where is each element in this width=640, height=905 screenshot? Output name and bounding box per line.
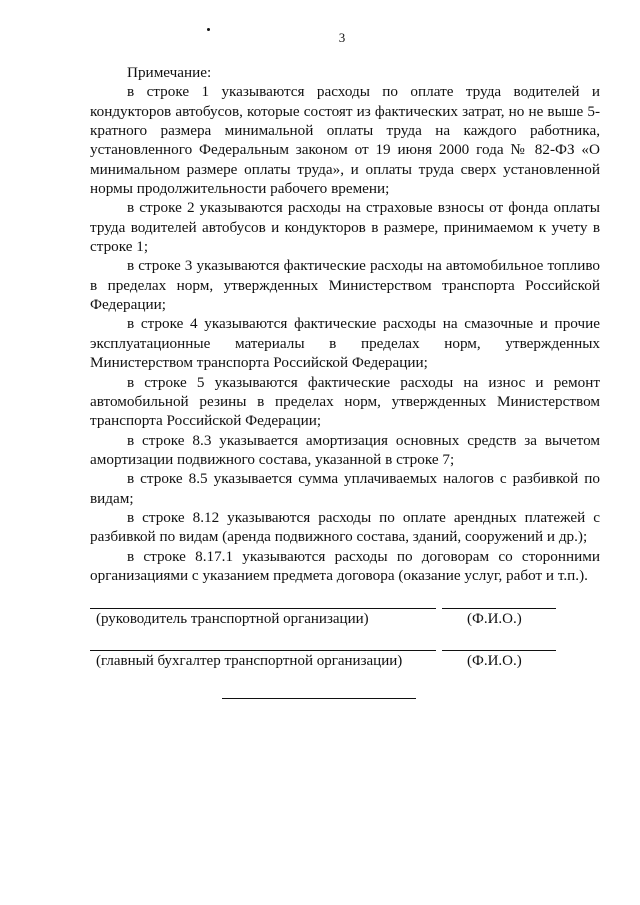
signature-line: [90, 608, 436, 609]
signature-line: [90, 650, 436, 651]
note-paragraph-line-8-5: в строке 8.5 указывается сумма уплачиваемых налогов с разбивкой по видам;: [90, 470, 600, 507]
note-paragraph-line-4: в строке 4 указываются фактические расходы на смазочные и прочие эксплуатационные материалы в пределах норм, утвержденных Министерством транспорта Российской Федерации;: [90, 315, 600, 372]
note-paragraph-line-1: в строке 1 указываются расходы по оплате труда водителей и кондукторов автобусов, которые состоят из фактических затрат, но не выше 5-кратного размера минимальной оплаты труда на каждого работника, установленного Федеральным законом от 19 июня 2000 года № 82-ФЗ «О минимальном размере оплаты труда», и оплаты труда сверх установленной нормы продолжительности рабочего времени;: [90, 83, 600, 198]
note-paragraph-line-8-17-1: в строке 8.17.1 указываются расходы по договорам со сторонними организациями с указанием предмета договора (оказание услуг, работ и т.п.).: [90, 547, 600, 584]
signature-block: [90, 608, 560, 692]
fio-caption: (Ф.И.О.): [467, 611, 522, 627]
signature-caption: (руководитель транспортной организации): [96, 611, 369, 627]
signature-caption: (главный бухгалтер транспортной организации): [96, 653, 403, 669]
signature-row-accountant: [90, 650, 560, 692]
fio-line: [442, 650, 556, 651]
note-paragraph-line-8-12: в строке 8.12 указываются расходы по оплате арендных платежей с разбивкой по видам (аренда подвижного состава, зданий, сооружений и др.);: [90, 508, 600, 546]
signature-row-director: [90, 608, 560, 650]
note-section: [90, 63, 600, 585]
note-title: Примечание:: [127, 64, 212, 81]
fio-caption: (Ф.И.О.): [467, 653, 522, 669]
note-paragraph-line-3: в строке 3 указываются фактические расходы на автомобильное топливо в пределах норм, утвержденных Министерством транспорта Российской Федерации;: [90, 257, 600, 314]
note-paragraph-line-8-3: в строке 8.3 указывается амортизация основных средств за вычетом амортизации подвижного состава, указанной в строке 7;: [90, 431, 600, 468]
note-paragraph-line-2: в строке 2 указываются расходы на страховые взносы от фонда оплаты труда водителей автобусов и кондукторов в размере, принимаемом к учету в строке 1;: [90, 199, 600, 256]
closing-rule: [222, 698, 416, 699]
fio-line: [442, 608, 556, 609]
note-paragraph-line-5: в строке 5 указываются фактические расходы на износ и ремонт автомобильной резины в пределах норм, утвержденных Министерством транспорта Российской Федерации;: [90, 373, 600, 430]
page-number: 3: [338, 30, 346, 45]
